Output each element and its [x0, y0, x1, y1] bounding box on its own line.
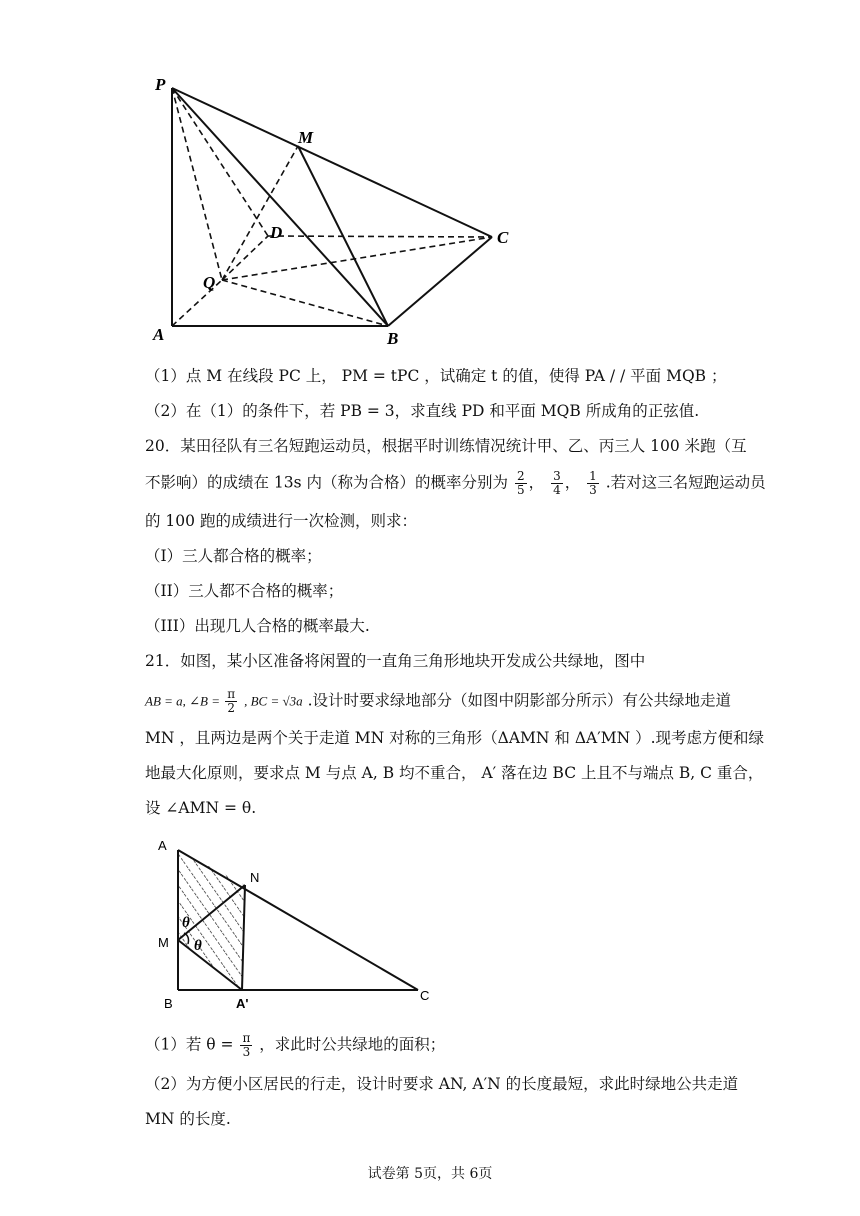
label-A: A	[158, 838, 167, 853]
label-A: A	[153, 325, 165, 344]
q19-part2: （2）在（1）的条件下，若 PB = 3，求直线 PD 和平面 MQB 所成角的正弦值.	[145, 402, 700, 420]
page-footer: 试卷第 5页，共 6页	[367, 1166, 493, 1182]
q20-item-iii: （III）出现几人合格的概率最大.	[145, 617, 370, 635]
label-M: M	[158, 935, 169, 950]
q21-part1	[145, 1032, 445, 1059]
fraction-1-3: $\frac{1}{3}$	[589, 469, 597, 497]
q20-line3: 的 100 跑的成绩进行一次检测，则求：	[145, 512, 417, 530]
q21-cond-pre: AB = a, ∠B =	[145, 693, 224, 709]
fraction-2-5: $\frac{2}{5}$	[516, 469, 525, 497]
q21-line4: 地最大化原则，要求点 M 与点 A, B 均不重合， A′ 落在边 BC 上且不与端点 B, C 重合，	[145, 764, 764, 782]
label-B: B	[387, 329, 399, 348]
label-C: C	[420, 988, 430, 1003]
q20-line2-post: .若对这三名短跑运动员	[605, 473, 766, 492]
q19-part1: （1）点 M 在线段 PC 上， PM = tPC ，试确定 t 的值，使得 PA / / 平面 MQB ；	[145, 367, 727, 385]
fraction-3-4: $\frac{3}{4}$	[553, 469, 561, 497]
q21-part1-post: ，求此时公共绿地的面积；	[259, 1035, 446, 1054]
q21-part1-pre: （1）若 θ =	[145, 1035, 239, 1054]
q21-part2-line1: （2）为方便小区居民的行走，设计时要求 AN, A′N 的长度最短，求此时绿地公共走道	[145, 1075, 739, 1093]
q20-line2: 不影响）的成绩在 13s 内（称为合格）的概率分别为 $\frac{2}{5}$ ， $\frac{3}{4}$ ， $\frac{1}{3}$ .若对这三名短跑运动员	[145, 469, 766, 497]
label-P: P	[155, 75, 166, 94]
label-M: M	[298, 128, 314, 147]
q21-cond-post: , BC = √3a	[244, 693, 303, 709]
label-N: N	[250, 870, 260, 885]
fraction-pi-3: $\frac{\pi}{3}$	[242, 1031, 251, 1059]
q20-line1: 20．某田径队有三名短跑运动员，根据平时训练情况统计甲、乙、丙三人 100 米跑（互	[145, 437, 747, 455]
q21-line3: MN ，且两边是两个关于走道 MN 对称的三角形（ΔAMN 和 ΔA′MN ）.现考虑方便和绿	[145, 729, 765, 747]
label-theta-2: θ	[194, 938, 202, 954]
q21-part2-line2: MN 的长度.	[145, 1110, 231, 1128]
fraction-pi-2: $\frac{\pi}{2}$	[227, 687, 236, 715]
q21-line2-text: .设计时要求绿地部分（如图中阴影部分所示）有公共绿地走道	[307, 691, 731, 710]
label-Q: Q	[203, 273, 216, 292]
label-D: D	[270, 223, 283, 242]
q21-line5: 设 ∠AMN = θ.	[145, 799, 257, 817]
label-C: C	[497, 228, 509, 247]
label-A-prime: A'	[236, 996, 249, 1011]
label-theta-1: θ	[182, 915, 190, 931]
q20-item-i: （I）三人都合格的概率；	[145, 547, 322, 565]
label-B: B	[164, 996, 173, 1011]
triangle-figure	[150, 830, 440, 1015]
q21-line2	[145, 688, 731, 715]
pyramid-figure	[145, 70, 525, 350]
q20-item-ii: （II）三人都不合格的概率；	[145, 582, 344, 600]
q21-line1: 21．如图，某小区准备将闲置的一直角三角形地块开发成公共绿地，图中	[145, 652, 646, 670]
q20-line2-pre: 不影响）的成绩在 13s 内（称为合格）的概率分别为	[145, 473, 509, 492]
